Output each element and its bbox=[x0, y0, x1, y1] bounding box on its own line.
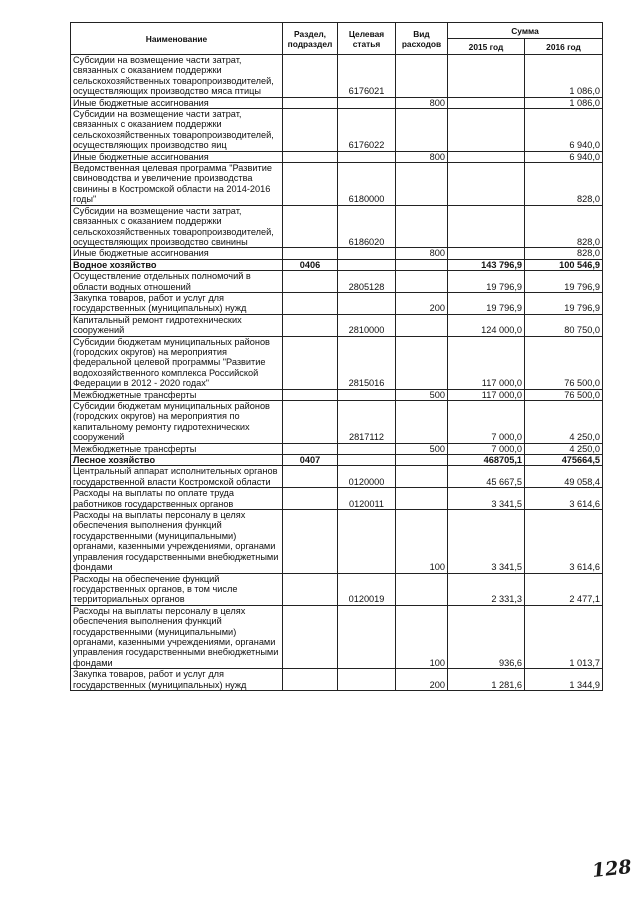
cell-name: Капитальный ремонт гидротехнических сооружений bbox=[71, 314, 283, 336]
cell-name: Иные бюджетные ассигнования bbox=[71, 248, 283, 259]
cell-section bbox=[283, 510, 338, 573]
cell-2016: 1 086,0 bbox=[525, 97, 603, 108]
cell-2015: 143 796,9 bbox=[448, 259, 525, 270]
cell-name: Лесное хозяйство bbox=[71, 455, 283, 466]
cell-2015: 117 000,0 bbox=[448, 336, 525, 389]
cell-type: 100 bbox=[396, 605, 448, 668]
cell-2015: 3 341,5 bbox=[448, 510, 525, 573]
cell-type bbox=[396, 336, 448, 389]
cell-name: Субсидии на возмещение части затрат, связанных с оказанием поддержки сельскохозяйственных товаропроизводителей, осуществляющих производство яиц bbox=[71, 109, 283, 152]
cell-type bbox=[396, 466, 448, 488]
cell-section bbox=[283, 109, 338, 152]
cell-name: Субсидии бюджетам муниципальных районов (городских округов) на мероприятия по капитальному ремонту гидротехнических сооружений bbox=[71, 401, 283, 444]
table-row bbox=[71, 248, 603, 259]
budget-table bbox=[70, 22, 603, 691]
table-row bbox=[71, 669, 603, 691]
cell-type bbox=[396, 163, 448, 206]
cell-name: Межбюджетные трансферты bbox=[71, 389, 283, 400]
cell-2015: 468705,1 bbox=[448, 455, 525, 466]
cell-type: 500 bbox=[396, 389, 448, 400]
cell-name: Закупка товаров, работ и услуг для государственных (муниципальных) нужд bbox=[71, 669, 283, 691]
cell-2015: 19 796,9 bbox=[448, 292, 525, 314]
cell-2016: 828,0 bbox=[525, 205, 603, 248]
header-type: Вид расходов bbox=[396, 23, 448, 55]
cell-section bbox=[283, 389, 338, 400]
cell-2015: 117 000,0 bbox=[448, 389, 525, 400]
section-row bbox=[71, 455, 603, 466]
header-target: Целевая статья bbox=[338, 23, 396, 55]
cell-2016: 49 058,4 bbox=[525, 466, 603, 488]
header-year-2015: 2015 год bbox=[448, 39, 525, 55]
cell-name: Центральный аппарат исполнительных органов государственной власти Костромской области bbox=[71, 466, 283, 488]
cell-2015: 936,6 bbox=[448, 605, 525, 668]
cell-2015 bbox=[448, 55, 525, 98]
cell-2015: 7 000,0 bbox=[448, 443, 525, 454]
cell-section: 0407 bbox=[283, 455, 338, 466]
cell-2016: 76 500,0 bbox=[525, 389, 603, 400]
cell-name: Закупка товаров, работ и услуг для государственных (муниципальных) нужд bbox=[71, 292, 283, 314]
cell-name: Ведомственная целевая программа "Развитие свиноводства и увеличение производства свинины в Костромской области на 2014-2016 годы" bbox=[71, 163, 283, 206]
cell-section bbox=[283, 151, 338, 162]
table-row bbox=[71, 205, 603, 248]
cell-2015: 7 000,0 bbox=[448, 401, 525, 444]
cell-target: 6176021 bbox=[338, 55, 396, 98]
cell-2016: 3 614,6 bbox=[525, 510, 603, 573]
cell-2016: 19 796,9 bbox=[525, 292, 603, 314]
cell-2016: 4 250,0 bbox=[525, 401, 603, 444]
table-row bbox=[71, 163, 603, 206]
cell-section bbox=[283, 205, 338, 248]
cell-target bbox=[338, 97, 396, 108]
cell-2016: 100 546,9 bbox=[525, 259, 603, 270]
table-row bbox=[71, 151, 603, 162]
cell-type: 800 bbox=[396, 151, 448, 162]
cell-type bbox=[396, 401, 448, 444]
cell-target bbox=[338, 292, 396, 314]
header-section: Раздел, подраздел bbox=[283, 23, 338, 55]
cell-type: 200 bbox=[396, 669, 448, 691]
cell-type: 800 bbox=[396, 97, 448, 108]
cell-2015 bbox=[448, 205, 525, 248]
cell-name: Межбюджетные трансферты bbox=[71, 443, 283, 454]
table-row bbox=[71, 488, 603, 510]
cell-2015 bbox=[448, 97, 525, 108]
cell-section bbox=[283, 605, 338, 668]
cell-section bbox=[283, 401, 338, 444]
table-row bbox=[71, 573, 603, 605]
cell-2016: 4 250,0 bbox=[525, 443, 603, 454]
cell-type bbox=[396, 109, 448, 152]
cell-type bbox=[396, 573, 448, 605]
table-row bbox=[71, 271, 603, 293]
cell-section bbox=[283, 488, 338, 510]
cell-target: 6176022 bbox=[338, 109, 396, 152]
cell-2015: 124 000,0 bbox=[448, 314, 525, 336]
cell-section bbox=[283, 55, 338, 98]
cell-section bbox=[283, 466, 338, 488]
cell-section bbox=[283, 669, 338, 691]
cell-name: Иные бюджетные ассигнования bbox=[71, 151, 283, 162]
header-sum: Сумма bbox=[448, 23, 603, 39]
table-header bbox=[71, 23, 603, 55]
cell-section bbox=[283, 163, 338, 206]
cell-2016: 6 940,0 bbox=[525, 151, 603, 162]
cell-2015 bbox=[448, 248, 525, 259]
cell-type bbox=[396, 488, 448, 510]
cell-target bbox=[338, 455, 396, 466]
cell-2015: 1 281,6 bbox=[448, 669, 525, 691]
cell-type bbox=[396, 205, 448, 248]
cell-2016: 1 344,9 bbox=[525, 669, 603, 691]
section-row bbox=[71, 259, 603, 270]
cell-target: 0120011 bbox=[338, 488, 396, 510]
table-row bbox=[71, 510, 603, 573]
cell-target: 0120000 bbox=[338, 466, 396, 488]
cell-name: Субсидии на возмещение части затрат, связанных с оказанием поддержки сельскохозяйственных товаропроизводителей, осуществляющих производство мяса птицы bbox=[71, 55, 283, 98]
cell-target: 2810000 bbox=[338, 314, 396, 336]
cell-section bbox=[283, 248, 338, 259]
cell-2016: 6 940,0 bbox=[525, 109, 603, 152]
cell-2015: 2 331,3 bbox=[448, 573, 525, 605]
table-row bbox=[71, 97, 603, 108]
cell-2016: 2 477,1 bbox=[525, 573, 603, 605]
cell-2016: 1 086,0 bbox=[525, 55, 603, 98]
cell-target: 6186020 bbox=[338, 205, 396, 248]
cell-target bbox=[338, 259, 396, 270]
cell-type: 800 bbox=[396, 248, 448, 259]
cell-name: Водное хозяйство bbox=[71, 259, 283, 270]
cell-2016: 19 796,9 bbox=[525, 271, 603, 293]
cell-name: Расходы на выплаты персоналу в целях обеспечения выполнения функций государственными (муниципальными) органами, казенными учреждениями, органами управления государственными внебюджетными фондами bbox=[71, 605, 283, 668]
table-row bbox=[71, 55, 603, 98]
cell-type: 100 bbox=[396, 510, 448, 573]
cell-2015 bbox=[448, 151, 525, 162]
cell-type: 500 bbox=[396, 443, 448, 454]
cell-name: Расходы на выплаты персоналу в целях обеспечения выполнения функций государственными (муниципальными) органами, казенными учреждениями, органами управления государственными внебюджетными фондами bbox=[71, 510, 283, 573]
table-row bbox=[71, 466, 603, 488]
cell-section bbox=[283, 573, 338, 605]
cell-2016: 76 500,0 bbox=[525, 336, 603, 389]
cell-2015: 45 667,5 bbox=[448, 466, 525, 488]
cell-target bbox=[338, 443, 396, 454]
cell-2016: 1 013,7 bbox=[525, 605, 603, 668]
cell-target: 0120019 bbox=[338, 573, 396, 605]
cell-2016: 475664,5 bbox=[525, 455, 603, 466]
cell-2015: 19 796,9 bbox=[448, 271, 525, 293]
cell-type bbox=[396, 314, 448, 336]
cell-2015 bbox=[448, 163, 525, 206]
table-row bbox=[71, 443, 603, 454]
cell-type bbox=[396, 259, 448, 270]
cell-section bbox=[283, 292, 338, 314]
cell-name: Осуществление отдельных полномочий в области водных отношений bbox=[71, 271, 283, 293]
cell-target bbox=[338, 510, 396, 573]
cell-target bbox=[338, 248, 396, 259]
cell-2016: 3 614,6 bbox=[525, 488, 603, 510]
header-year-2016: 2016 год bbox=[525, 39, 603, 55]
cell-section: 0406 bbox=[283, 259, 338, 270]
cell-2016: 80 750,0 bbox=[525, 314, 603, 336]
cell-name: Субсидии бюджетам муниципальных районов (городских округов) на мероприятия федеральной целевой программы "Развитие водохозяйственного комплекса Российской Федерации в 2012 - 2020 годах" bbox=[71, 336, 283, 389]
cell-section bbox=[283, 336, 338, 389]
table-row bbox=[71, 605, 603, 668]
cell-type bbox=[396, 55, 448, 98]
cell-section bbox=[283, 314, 338, 336]
cell-target: 2817112 bbox=[338, 401, 396, 444]
cell-2016: 828,0 bbox=[525, 248, 603, 259]
table-row bbox=[71, 401, 603, 444]
cell-2015 bbox=[448, 109, 525, 152]
page-number: 128 bbox=[590, 855, 633, 883]
cell-section bbox=[283, 97, 338, 108]
table-row bbox=[71, 314, 603, 336]
cell-2015: 3 341,5 bbox=[448, 488, 525, 510]
cell-target: 2805128 bbox=[338, 271, 396, 293]
cell-type bbox=[396, 271, 448, 293]
cell-type bbox=[396, 455, 448, 466]
cell-target: 2815016 bbox=[338, 336, 396, 389]
table-row bbox=[71, 336, 603, 389]
cell-2016: 828,0 bbox=[525, 163, 603, 206]
table-body bbox=[71, 55, 603, 691]
table-row bbox=[71, 292, 603, 314]
cell-section bbox=[283, 271, 338, 293]
cell-name: Расходы на выплаты по оплате труда работников государственных органов bbox=[71, 488, 283, 510]
cell-name: Субсидии на возмещение части затрат, связанных с оказанием поддержки сельскохозяйственных товаропроизводителей, осуществляющих производство свинины bbox=[71, 205, 283, 248]
cell-section bbox=[283, 443, 338, 454]
cell-target bbox=[338, 151, 396, 162]
cell-name: Расходы на обеспечение функций государственных органов, в том числе территориальных органов bbox=[71, 573, 283, 605]
header-name: Наименование bbox=[71, 23, 283, 55]
cell-name: Иные бюджетные ассигнования bbox=[71, 97, 283, 108]
table-row bbox=[71, 389, 603, 400]
table-row bbox=[71, 109, 603, 152]
cell-target bbox=[338, 605, 396, 668]
cell-target bbox=[338, 389, 396, 400]
cell-type: 200 bbox=[396, 292, 448, 314]
cell-target bbox=[338, 669, 396, 691]
cell-target: 6180000 bbox=[338, 163, 396, 206]
